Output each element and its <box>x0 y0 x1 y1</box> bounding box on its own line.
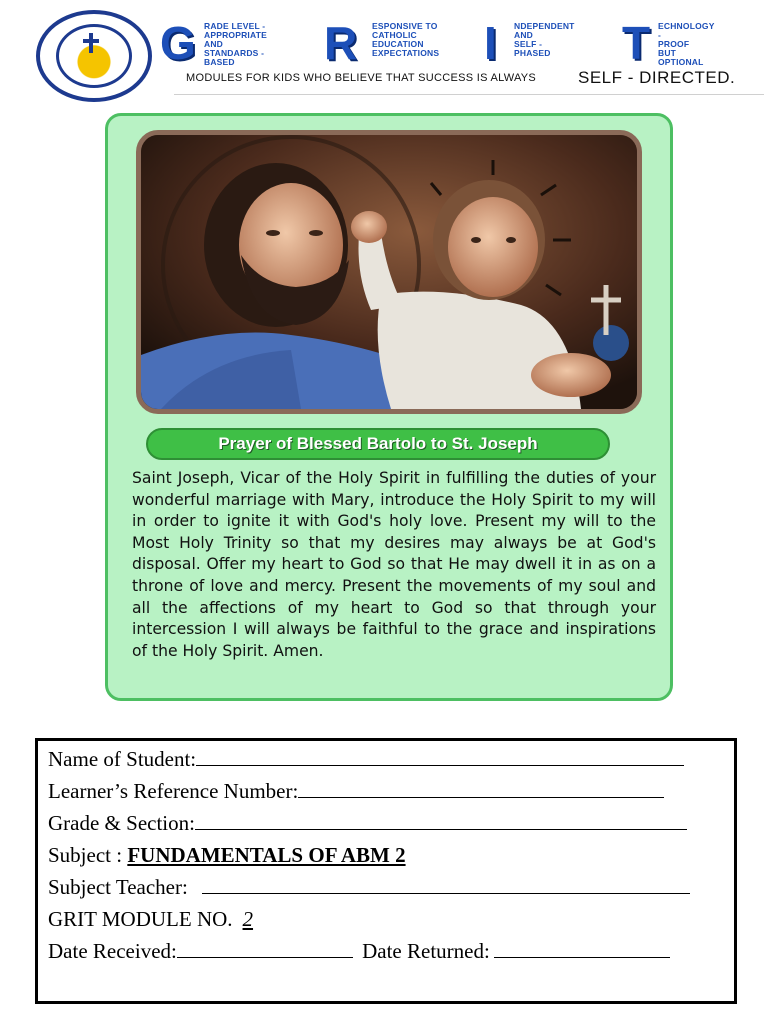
date-returned-label: Date Returned: <box>362 939 490 963</box>
lrn-field[interactable] <box>298 779 664 798</box>
grit-text-i: NDEPENDENT AND SELF - PHASED <box>514 21 575 58</box>
lrn-label: Learner’s Reference Number: <box>48 779 299 803</box>
prayer-title: Prayer of Blessed Bartolo to St. Joseph <box>218 434 538 453</box>
student-name-row <box>48 747 684 772</box>
subject-row <box>48 843 406 868</box>
cross-icon <box>89 33 93 53</box>
grade-section-field[interactable] <box>195 811 687 830</box>
module-number: 2 <box>242 907 254 931</box>
prayer-card <box>105 113 673 701</box>
tagline-emphasis: SELF - DIRECTED. <box>578 68 736 87</box>
grade-section-label: Grade & Section: <box>48 811 195 835</box>
grade-section-row <box>48 811 687 836</box>
subject-value: FUNDAMENTALS OF ABM 2 <box>127 843 406 867</box>
st-joseph-and-child-image <box>136 130 642 414</box>
module-label: GRIT MODULE NO. <box>48 907 233 931</box>
module-row <box>48 907 253 932</box>
teacher-row <box>48 875 690 900</box>
grit-letter-g: G <box>160 17 196 69</box>
prayer-text: Saint Joseph, Vicar of the Holy Spirit in fulfilling the duties of your wonderful marriage with Mary, introduce the Holy Spirit to my will in order to ignite it with God's holy love. Present my will to the Most Holy Trinity so that my desires may always be at God's disposal. Offer my heart to God so that He may dwell it in as on a throne of love and mercy. Present the movements of my soul and all the affections of my heart to God so that through your intercession I will always be faithful to the grace and inspirations of the Holy Spirit. Amen. <box>132 469 656 660</box>
grit-letter-i: I <box>484 17 497 69</box>
student-name-field[interactable] <box>196 747 684 766</box>
grit-letter-r: R <box>324 17 358 69</box>
tagline: MODULES FOR KIDS WHO BELIEVE THAT SUCCESS IS ALWAYS <box>186 72 537 84</box>
teacher-field[interactable] <box>202 875 690 894</box>
student-info-box <box>35 738 737 1004</box>
module-header <box>18 6 750 102</box>
grit-text-r: ESPONSIVE TO CATHOLIC EDUCATION EXPECTATIONS <box>372 21 440 58</box>
date-received-field[interactable] <box>177 939 353 958</box>
school-seal-logo <box>36 10 152 102</box>
grit-letter-t: T <box>622 17 651 69</box>
grit-text-t: ECHNOLOGY - PROOF BUT OPTIONAL <box>658 21 715 67</box>
subject-label: Subject : <box>48 843 128 867</box>
student-name-label: Name of Student: <box>48 747 197 771</box>
lrn-row <box>48 779 664 804</box>
prayer-title-banner <box>146 428 610 460</box>
date-returned-field[interactable] <box>494 939 670 958</box>
teacher-label: Subject Teacher: <box>48 875 188 899</box>
date-received-label: Date Received: <box>48 939 177 963</box>
dates-row <box>48 939 670 964</box>
seal-emblem <box>56 24 132 88</box>
grit-acronym <box>160 18 760 68</box>
header-divider <box>174 94 764 95</box>
grit-text-g: RADE LEVEL - APPROPRIATE AND STANDARDS - BASED <box>204 21 267 67</box>
